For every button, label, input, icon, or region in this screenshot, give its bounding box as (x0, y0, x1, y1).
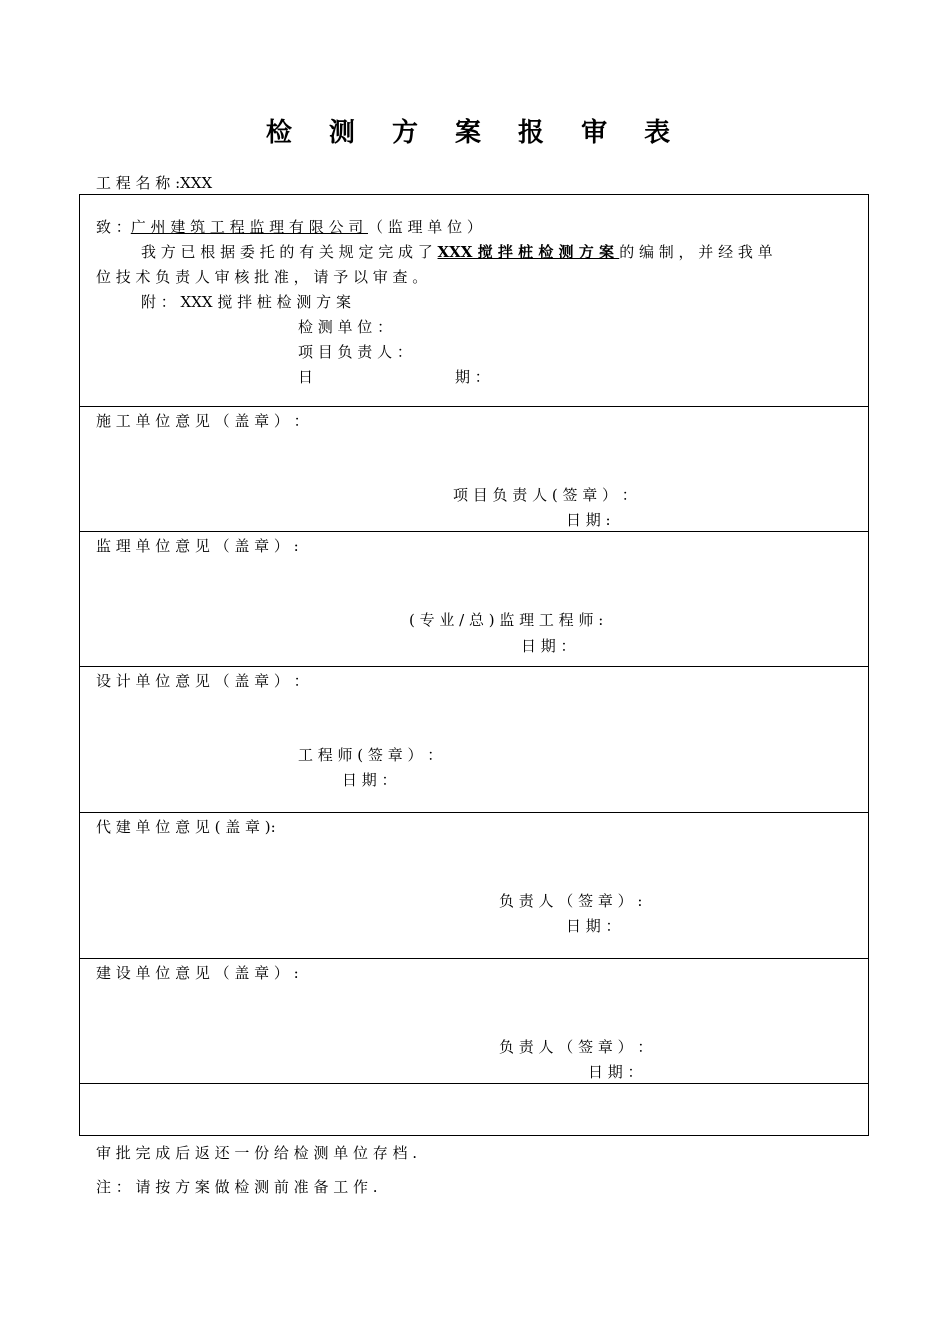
body-line-1: 我 方 已 根 据 委 托 的 有 关 规 定 完 成 了 XXX 搅 拌 桩 检 测 方 案 的 编 制 ， 并 经 我 单 (141, 243, 773, 261)
owner-opinion-header: 建 设 单 位 意 见 （ 盖 章 ） : (96, 964, 299, 982)
addressee-line: 致 ：广 州 建 筑 工 程 监 理 有 限 公 司 （ 监 理 单 位 ） (96, 218, 482, 236)
form-table (79, 194, 869, 1136)
date-label-left: 日 (298, 368, 314, 386)
attachment-line: 附 ： XXX 搅 拌 桩 检 测 方 案 (141, 293, 351, 311)
row-divider (79, 531, 869, 532)
date-label-right: 期 ： (455, 368, 490, 386)
inspection-unit-label: 检 测 单 位 ： (298, 318, 393, 336)
supervision-sign-label: ( 专 业 / 总 ) 监 理 工 程 师 : (409, 611, 604, 629)
row-divider (79, 958, 869, 959)
agent-opinion-header: 代 建 单 位 意 见 ( 盖 章 ): (96, 818, 276, 836)
project-leader-label: 项 目 负 责 人 ： (298, 343, 412, 361)
row-divider (79, 406, 869, 407)
agent-date-label: 日 期 ： (566, 917, 621, 935)
row-divider (79, 1083, 869, 1084)
supervision-opinion-header: 监 理 单 位 意 见 （ 盖 章 ） : (96, 537, 299, 555)
supervision-date-label: 日 期 ： (521, 637, 576, 655)
supervision-company: 广 州 建 筑 工 程 监 理 有 限 公 司 (130, 218, 368, 236)
preparation-note: 注 ： 请 按 方 案 做 检 测 前 准 备 工 作 . (96, 1178, 378, 1196)
design-date-label: 日 期 ： (342, 771, 397, 789)
archive-note: 审 批 完 成 后 返 还 一 份 给 检 测 单 位 存 档 . (96, 1144, 418, 1162)
page-title: 检 测 方 案 报 审 表 (265, 118, 685, 148)
body-line-2: 位 技 术 负 责 人 审 核 批 准 ， 请 予 以 审 查 。 (96, 268, 428, 286)
agent-sign-label: 负 责 人 （ 签 章 ） : (499, 892, 643, 910)
row-divider (79, 812, 869, 813)
row-divider (79, 666, 869, 667)
project-name: 工 程 名 称 :XXX (96, 174, 213, 192)
owner-date-label: 日 期 ： (588, 1063, 643, 1081)
construction-opinion-header: 施 工 单 位 意 见 （ 盖 章 ） ： (96, 412, 309, 430)
owner-sign-label: 负 责 人 （ 签 章 ） ： (499, 1038, 653, 1056)
design-opinion-header: 设 计 单 位 意 见 （ 盖 章 ） ： (96, 672, 309, 690)
construction-date-label: 日 期 : (566, 511, 611, 529)
construction-sign-label: 项 目 负 责 人 ( 签 章 ） ： (453, 486, 637, 504)
design-sign-label: 工 程 师 ( 签 章 ） ： (298, 746, 443, 764)
plan-name: XXX 搅 拌 桩 检 测 方 案 (437, 243, 620, 261)
